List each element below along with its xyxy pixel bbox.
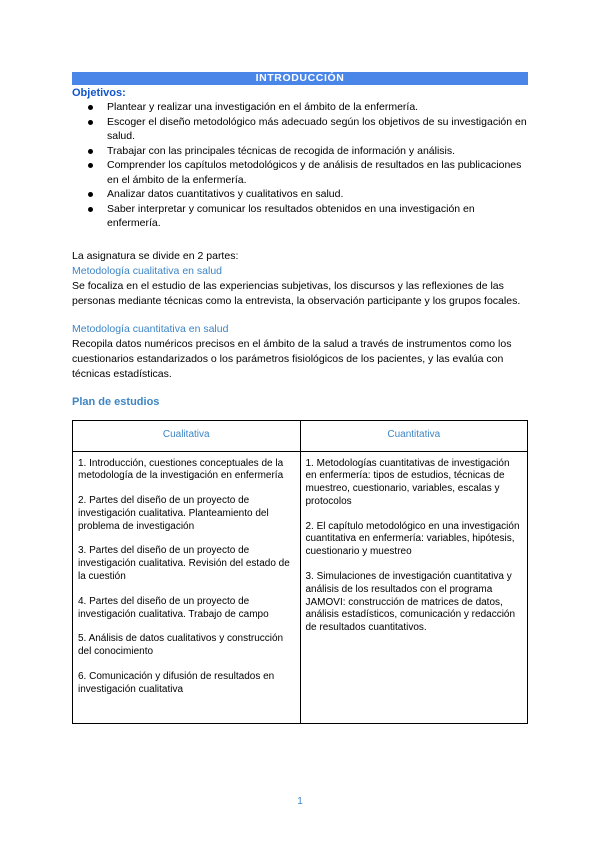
qualitative-text: Se focaliza en el estudio de las experiencias subjetivas, los discursos y las reflexiones de las personas mediante técnicas como la entrevista, la observación participante y los grupos focales.: [72, 279, 521, 307]
objective-item: Plantear y realizar una investigación en el ámbito de la enfermería.: [107, 100, 528, 115]
header-quantitative: Cuantitativa: [300, 420, 528, 451]
qualitative-item: 5. Análisis de datos cualitativos y construcción del conocimiento: [78, 633, 284, 658]
quantitative-item: 1. Metodologías cuantitativas de investigación en enfermería: tipos de estudios, técnicas de muestreo, cuestionario, variables, escalas y protocolos: [305, 457, 510, 507]
page-number: 1: [297, 796, 303, 807]
document-page: [72, 72, 528, 724]
qualitative-item: 1. Introducción, cuestiones conceptuales de la metodología de la investigación en enfermería: [78, 457, 284, 482]
quantitative-item: 3. Simulaciones de investigación cuantitativa y análisis de los resultados con el programa JAMOVI: construcción de matrices de datos, análisis estadísticos, comunicación y redacción de resultados cuantitativos.: [305, 571, 516, 634]
plan-table: [72, 420, 528, 724]
objective-item: Comprender los capítulos metodológicos y de análisis de resultados en las publicaciones en el ámbito de la enfermería.: [107, 158, 528, 187]
qualitative-item: 4. Partes del diseño de un proyecto de investigación cualitativa. Trabajo de campo: [78, 595, 269, 620]
objectives-title: Objetivos:: [72, 87, 126, 99]
qualitative-item: 3. Partes del diseño de un proyecto de investigación cualitativa. Revisión del estado de la cuestión: [78, 545, 290, 583]
section-banner: INTRODUCCIÓN: [72, 72, 528, 85]
objective-item: Saber interpretar y comunicar los resultados obtenidos en una investigación en enfermería.: [107, 202, 528, 231]
objective-item: Analizar datos cuantitativos y cualitativos en salud.: [107, 187, 528, 202]
qualitative-item: 2. Partes del diseño de un proyecto de investigación cualitativa. Planteamiento del problema de investigación: [78, 495, 269, 532]
qualitative-title: Metodología cualitativa en salud: [72, 264, 223, 277]
quantitative-text: Recopila datos numéricos precisos en el ámbito de la salud a través de instrumentos como los cuestionarios estandarizados o los parámetros fisiológicos de los pacientes, y las evalúa con técnicas estadísticas.: [72, 337, 512, 380]
quantitative-item: 2. El capítulo metodológico en una investigación cuantitativa en enfermería: variables, hipótesis, cuestionario y muestreo: [305, 520, 520, 558]
objective-item: Trabajar con las principales técnicas de recogida de información y análisis.: [107, 144, 528, 159]
division-text: La asignatura se divide en 2 partes:: [72, 249, 239, 262]
qualitative-item: 6. Comunicación y difusión de resultados en investigación cualitativa: [78, 671, 275, 695]
objectives-list: [72, 100, 528, 231]
objective-item: Escoger el diseño metodológico más adecuado según los objetivos de su investigación en salud.: [107, 115, 527, 142]
header-qualitative: Cualitativa: [73, 420, 301, 451]
qualitative-cell: [73, 451, 301, 723]
plan-title: Plan de estudios: [72, 395, 160, 408]
quantitative-title: Metodología cuantitativa en salud: [72, 322, 229, 335]
quantitative-cell: [300, 451, 528, 723]
